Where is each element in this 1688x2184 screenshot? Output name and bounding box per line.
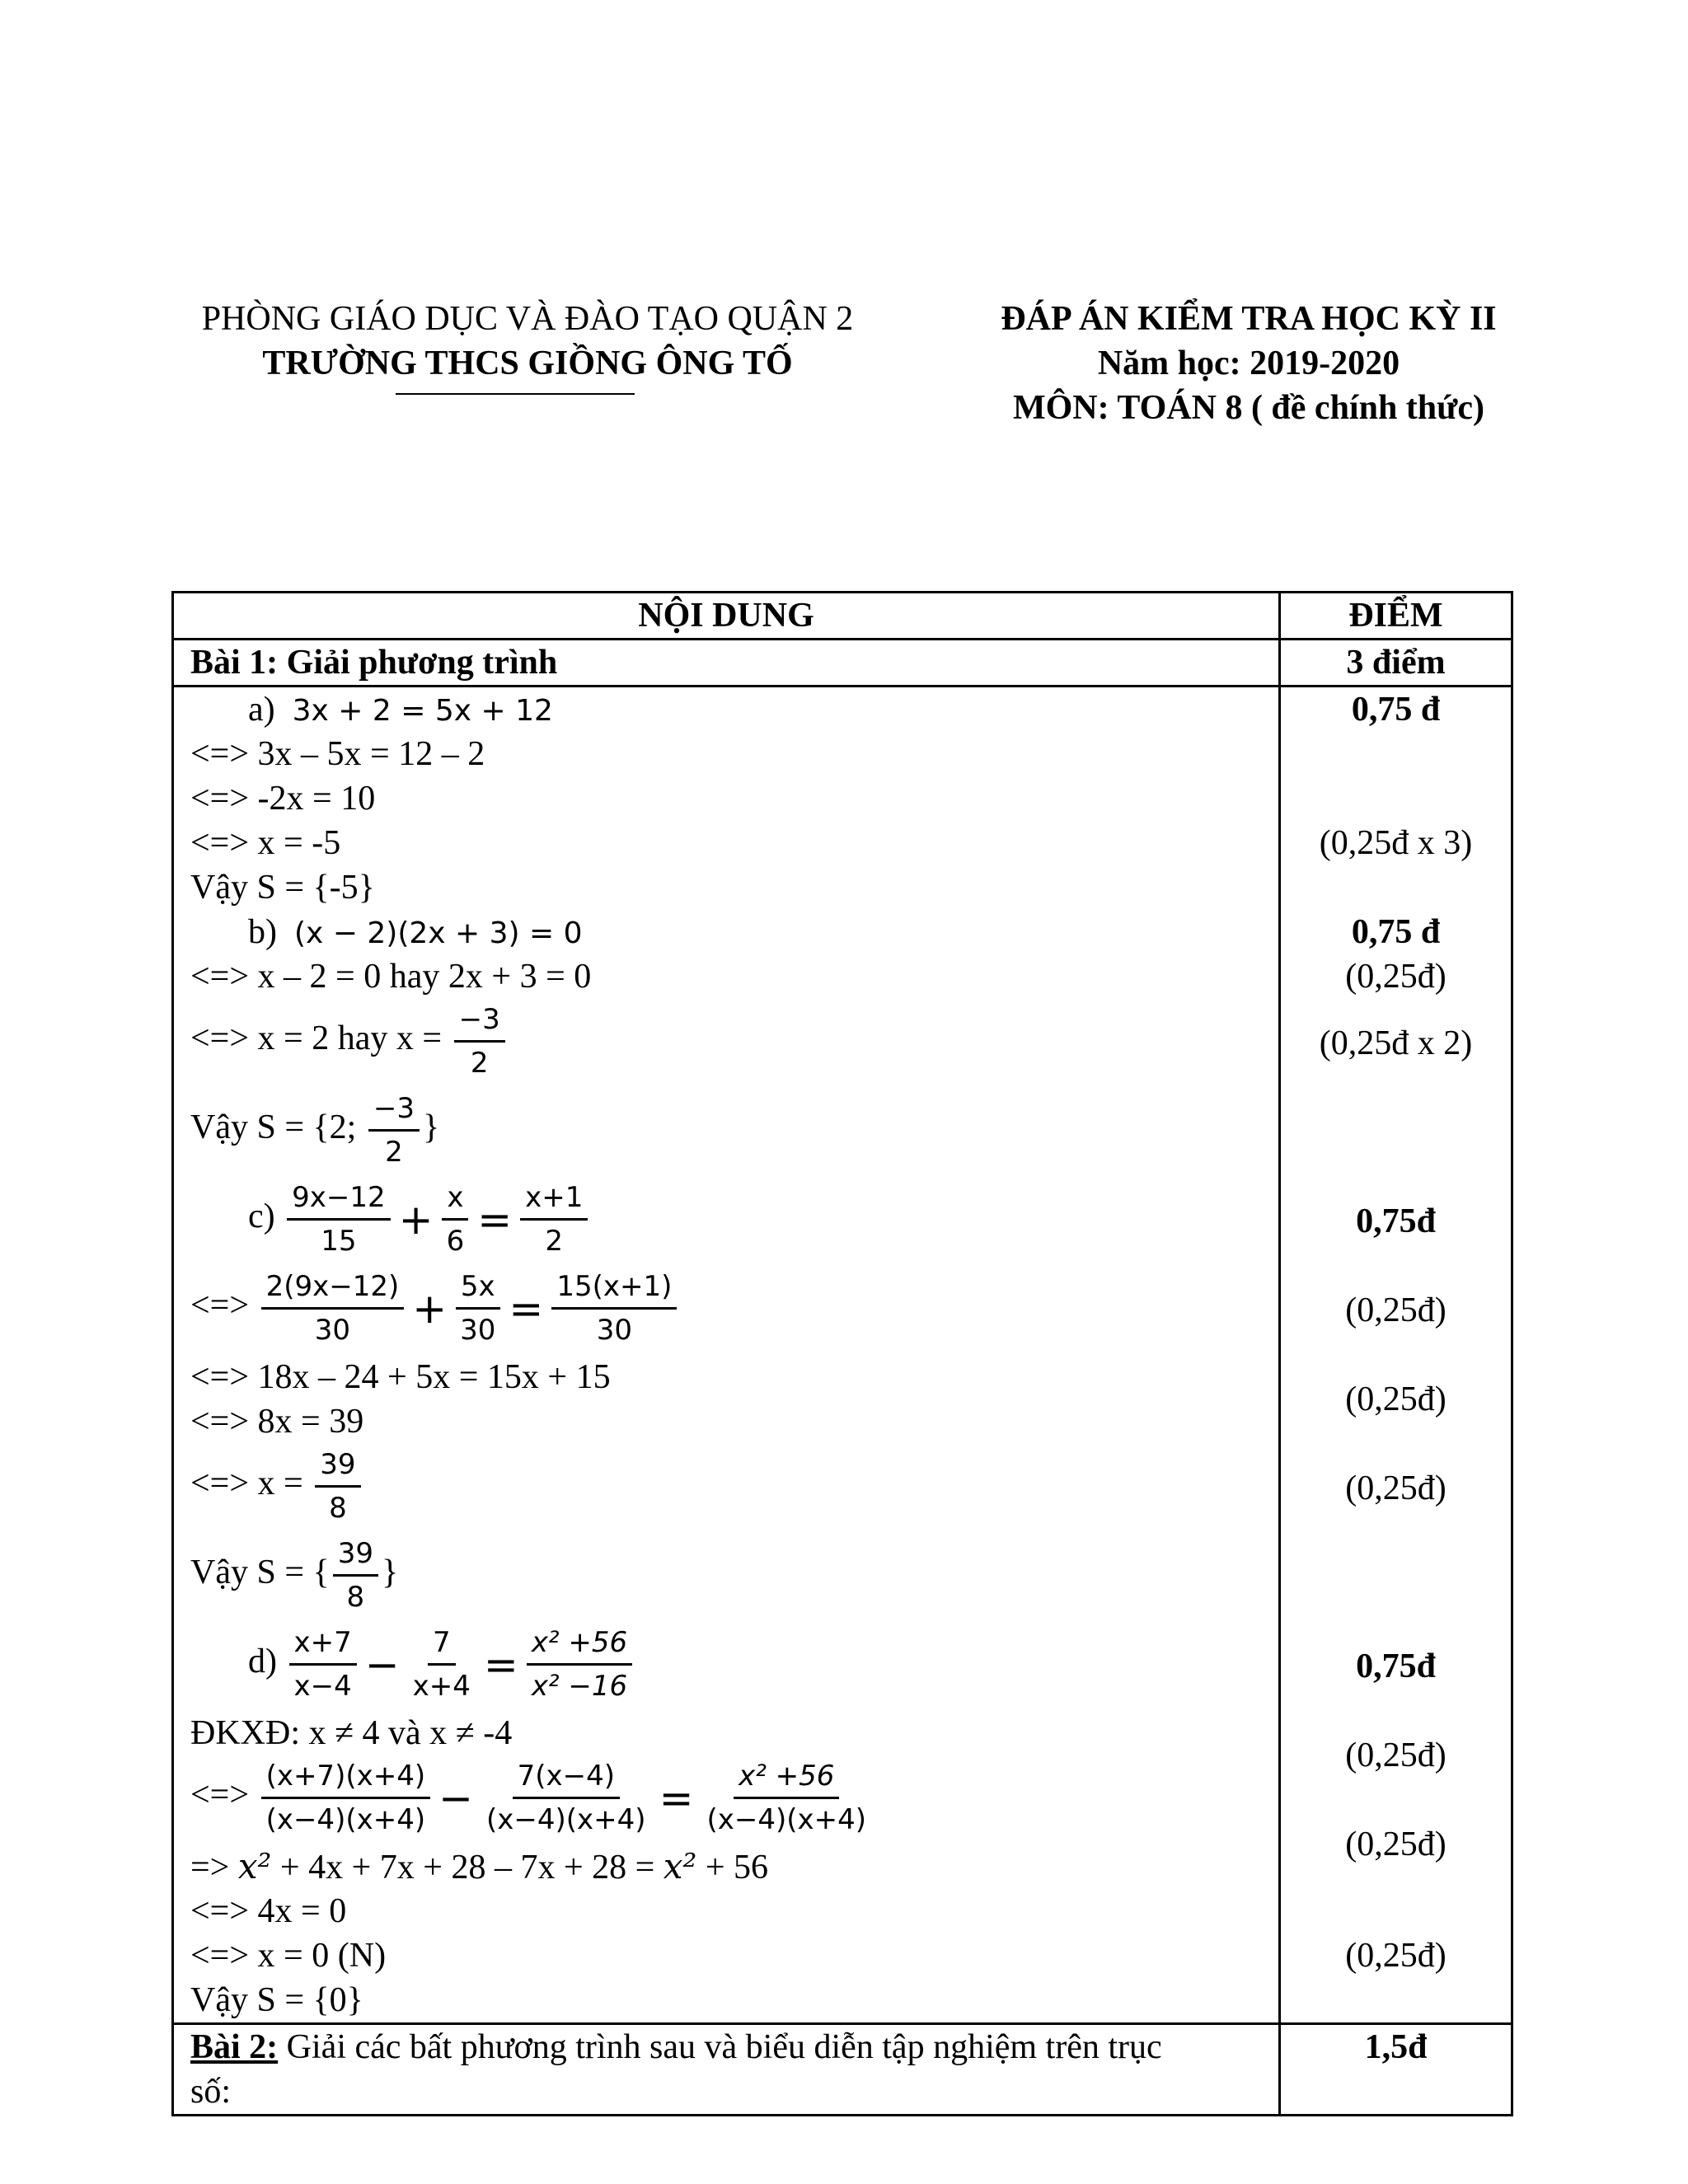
header-underline <box>396 393 635 395</box>
col-score-header: ĐIỂM <box>1280 593 1512 640</box>
part-b-step1: <=> x – 2 = 0 hay 2x + 3 = 0 <box>190 958 592 996</box>
part-c-score: 0,75đ <box>1356 1202 1436 1240</box>
part-c-score-2: (0,25đ) <box>1345 1380 1447 1418</box>
part-a-step3: <=> x = -5 <box>190 824 341 862</box>
part-c-equation: c) $\frac{9x-12}{15}$ + $\frac{x}{6}$ = $\frac{x+1}{2}$ <box>190 1177 1262 1266</box>
part-b-score-1: (0,25đ) <box>1345 958 1447 996</box>
part-c-score-1: (0,25đ) <box>1345 1291 1447 1329</box>
part-d-step2: => x² + 4x + 7x + 28 – 7x + 28 = x² + 56 <box>190 1846 769 1886</box>
part-d-score-1: (0,25đ) <box>1345 1736 1447 1774</box>
part-b-equation: b) (x − 2)(2x + 3) = 0 <box>248 913 583 951</box>
part-b-step2: <=> x = 2 hay x = $\frac{-3}{2}$ <box>190 999 1262 1088</box>
answer-table <box>171 591 1513 2116</box>
part-c-score-3: (0,25đ) <box>1345 1469 1447 1507</box>
subject-line: MÔN: TOÁN 8 ( đề chính thức) <box>1012 389 1484 427</box>
bai1-title-row <box>173 640 1512 687</box>
part-d-result: Vậy S = {0} <box>190 1981 363 2019</box>
part-b-score-2: (0,25đ x 2) <box>1319 1024 1473 1062</box>
bai1-score: 3 điểm <box>1280 640 1512 687</box>
col-content-header: NỘI DUNG <box>173 593 1280 640</box>
school-year: Năm học: 2019-2020 <box>1097 344 1400 382</box>
part-d-score-3: (0,25đ) <box>1345 1937 1447 1975</box>
part-d-equation: d) $\frac{x+7}{x-4}$ − $\frac{7}{x+4}$ = $\frac{\text{x² +56}}{\text{x² −16}}$ <box>190 1622 1262 1711</box>
bai1-content-row <box>173 687 1512 2024</box>
exam-title: ĐÁP ÁN KIỂM TRA HỌC KỲ II <box>1001 300 1497 338</box>
exam-header <box>960 297 1537 430</box>
part-a-step1: <=> 3x – 5x = 12 – 2 <box>190 735 485 773</box>
fraction: $\frac{-3}{2}$ <box>454 999 505 1084</box>
part-a-step2: <=> -2x = 10 <box>190 780 376 818</box>
bai1-score-column <box>1280 687 1512 2024</box>
bai2-title-row <box>173 2024 1512 2116</box>
part-a-equation: a) 3x + 2 = 5x + 12 <box>248 691 553 729</box>
fraction: $\frac{-3}{2}$ <box>368 1088 420 1173</box>
bai1-title: Bài 1: Giải phương trình <box>173 640 1280 687</box>
part-c-step2: <=> 18x – 24 + 5x = 15x + 15 <box>190 1358 611 1396</box>
table-header-row <box>173 593 1512 640</box>
part-b-result: Vậy S = {2; $\frac{-3}{2}$ } <box>190 1088 1262 1177</box>
part-c-step3: <=> 8x = 39 <box>190 1403 364 1441</box>
part-d-step1: <=> $\frac{(x+7)(x+4)}{(x-4)(x+4)}$ − $\frac{7(x-4)}{(x-4)(x+4)}$ = $\frac{\text{x² +56}}{(x-4)(x+4)}$ <box>190 1755 1262 1844</box>
bai2-title: Bài 2: Giải các bất phương trình sau và biểu diễn tập nghiệm trên trục số: <box>173 2024 1280 2116</box>
department-name: PHÒNG GIÁO DỤC VÀ ĐÀO TẠO QUẬN 2 <box>201 300 854 338</box>
part-d-score-2: (0,25đ) <box>1345 1825 1447 1863</box>
part-a-score-detail: (0,25đ x 3) <box>1319 824 1473 862</box>
part-a-result: Vậy S = {-5} <box>190 869 375 907</box>
department-header <box>165 297 890 386</box>
part-d-step3: <=> 4x = 0 <box>190 1892 347 1930</box>
bai1-solutions <box>173 687 1280 2024</box>
part-c-step1: <=> $\frac{2(9x-12)}{30}$ + $\frac{5x}{30}$ = $\frac{15(x+1)}{30}$ <box>190 1266 1262 1355</box>
part-d-condition: ĐKXĐ: x ≠ 4 và x ≠ -4 <box>190 1714 513 1752</box>
part-c-step4: <=> x = $\frac{39}{8}$ <box>190 1444 1262 1533</box>
part-c-result: Vậy S = { $\frac{39}{8}$ } <box>190 1533 1262 1622</box>
part-d-step4: <=> x = 0 (N) <box>190 1937 387 1975</box>
part-b-score: 0,75 đ <box>1351 913 1441 951</box>
bai2-score: 1,5đ <box>1280 2024 1512 2116</box>
school-name: TRƯỜNG THCS GIỒNG ÔNG TỐ <box>262 344 793 382</box>
part-a-score: 0,75 đ <box>1351 691 1441 729</box>
part-d-score: 0,75đ <box>1356 1647 1436 1685</box>
